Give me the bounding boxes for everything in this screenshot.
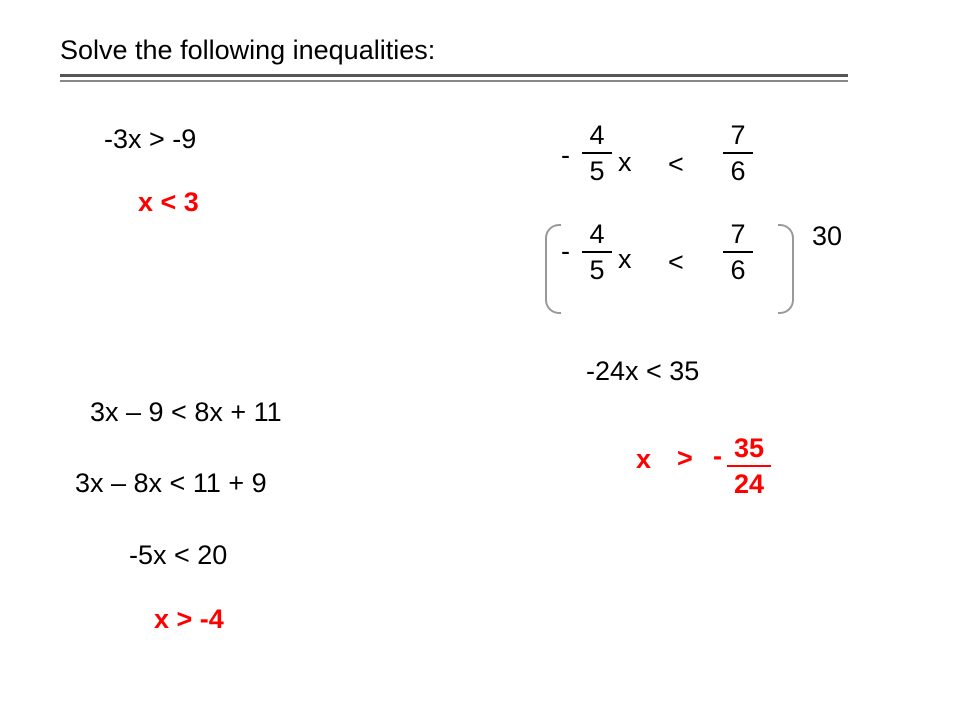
problem3-multiplier: 30 [812,221,843,251]
title-divider [60,74,848,77]
problem3-answer-minus-sign: - [713,441,722,471]
problem3-answer-fraction [727,433,771,499]
problem3-answer-greater-than: > [677,443,693,473]
problem3-step1-minus-sign: - [561,236,570,266]
title-divider-secondary [60,80,848,82]
fraction-bar [723,152,753,154]
fraction-denominator: 24 [733,469,765,499]
problem2-step2: 3x – 8x < 11 + 9 [75,468,267,498]
problem3-step1-variable: x [618,244,632,274]
problem3-variable: x [618,147,632,177]
fraction-numerator: 4 [589,219,605,249]
problem2-step1: 3x – 9 < 8x + 11 [90,397,282,427]
right-parenthesis [778,224,794,314]
problem1-statement: -3x > -9 [104,124,197,154]
fraction-numerator: 4 [589,120,605,150]
fraction-bar [582,152,612,154]
problem1-answer: x < 3 [138,187,199,217]
fraction-numerator: 7 [730,219,746,249]
problem3-step1-lhs-fraction [582,219,612,285]
problem3-lhs-fraction [582,120,612,186]
left-parenthesis [545,224,561,314]
fraction-bar [582,251,612,253]
problem3-simplified: -24x < 35 [586,356,700,386]
fraction-denominator: 5 [589,156,605,186]
problem3-answer-variable: x [636,444,652,474]
fraction-denominator: 6 [730,156,746,186]
page-title: Solve the following inequalities: [60,35,436,65]
problem3-step1-less-than: < [668,247,684,277]
fraction-denominator: 6 [730,255,746,285]
problem3-less-than: < [668,149,684,179]
fraction-numerator: 35 [733,433,765,463]
fraction-bar [723,251,753,253]
problem3-minus-sign: - [561,140,570,170]
fraction-numerator: 7 [730,120,746,150]
fraction-denominator: 5 [589,255,605,285]
problem3-step1-rhs-fraction [723,219,753,285]
problem2-step3: -5x < 20 [129,540,228,570]
problem3-rhs-fraction [723,120,753,186]
problem2-answer: x > -4 [154,604,224,634]
fraction-bar [727,465,771,467]
